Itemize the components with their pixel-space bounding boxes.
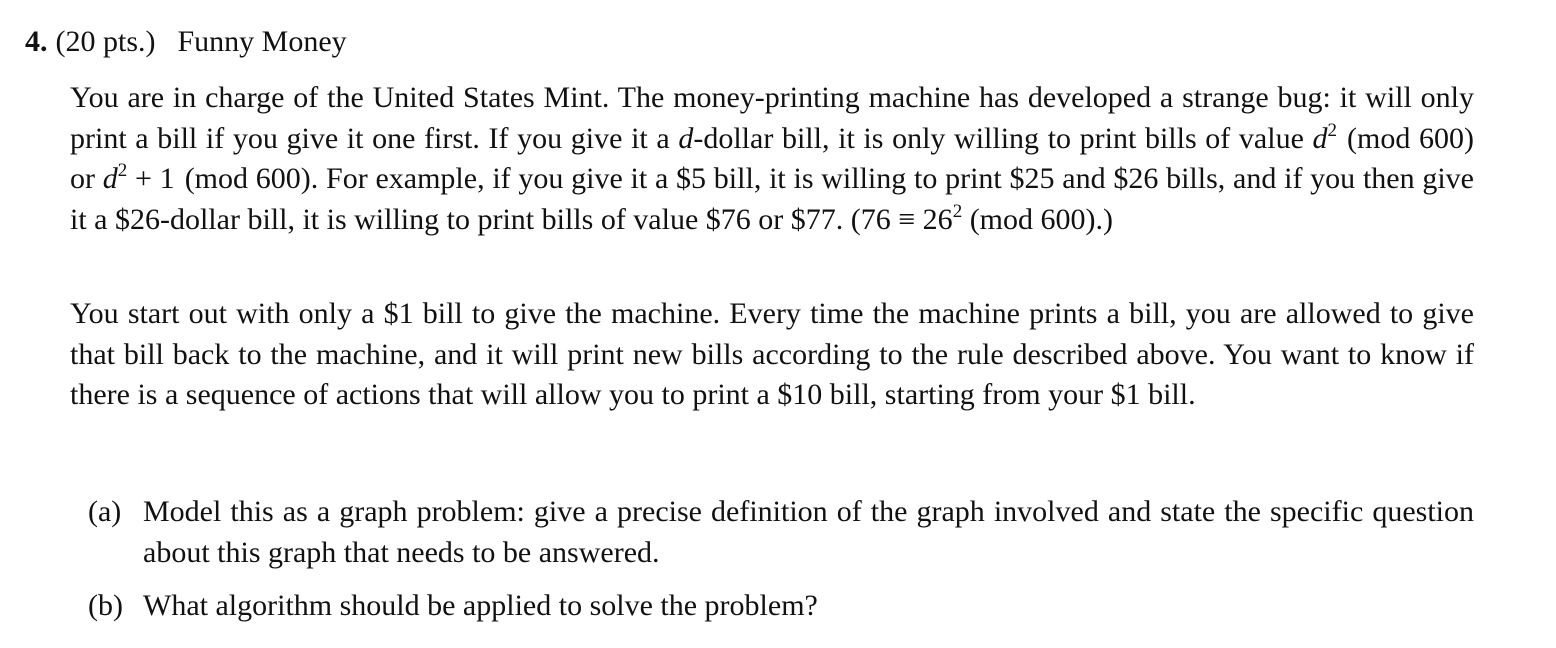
math-congruence: 76 ≡ 26 bbox=[860, 203, 953, 237]
problem-paragraph-2: You start out with only a $1 bill to give the machine. Every time the machine prints a bill, you are allowed to give that bill back to the machine, and it will print new bills according to the rule described above. You want to know if there is a sequence of actions that will allow you to print a $10 bill, starting from your $1 bill. bbox=[70, 297, 1474, 412]
math-exponent: 2 bbox=[1327, 119, 1338, 141]
paragraph-text: You are in charge of the United States Mint. The money-printing machine has developed a strange bug: it will only print a bill if you give it one first. If you give it a bbox=[70, 81, 1474, 155]
subquestion-text: What algorithm should be applied to solve the problem? bbox=[143, 589, 818, 622]
paragraph-text: .) bbox=[1095, 203, 1114, 237]
math-variable: d bbox=[678, 121, 694, 155]
subquestion-a bbox=[88, 492, 1474, 573]
math-plus: + 1 bbox=[127, 162, 175, 196]
subquestion-label: (a) bbox=[88, 495, 122, 528]
paragraph-text: . For example, if you give it a $5 bill, it is willing to print $25 and $26 bills, and if you then give it a $26-dollar bill, it is willing to print bills of value $76 or $77. ( bbox=[70, 162, 1474, 237]
math-exponent: 2 bbox=[952, 201, 963, 223]
paragraph-text: -dollar bill, it is only willing to print bills of value bbox=[693, 121, 1313, 155]
paragraph-text: or bbox=[70, 162, 103, 196]
problem-points: (20 pts.) bbox=[55, 25, 156, 58]
problem-title: Funny Money bbox=[177, 25, 347, 58]
math-mod: (mod 600) bbox=[184, 162, 311, 196]
math-variable: d bbox=[102, 162, 118, 196]
subquestion-text: Model this as a graph problem: give a precise definition of the graph involved and state the specific question about this graph that needs to be answered. bbox=[143, 495, 1474, 569]
subquestion-b bbox=[88, 586, 1474, 627]
math-mod: (mod 600) bbox=[1347, 121, 1474, 155]
subquestion-label: (b) bbox=[88, 589, 123, 622]
math-mod: (mod 600) bbox=[969, 203, 1096, 237]
problem-paragraph-1 bbox=[70, 78, 1474, 241]
math-exponent: 2 bbox=[117, 160, 128, 182]
problem-heading bbox=[25, 22, 347, 62]
math-variable: d bbox=[1312, 121, 1328, 155]
problem-number: 4. bbox=[25, 25, 48, 58]
